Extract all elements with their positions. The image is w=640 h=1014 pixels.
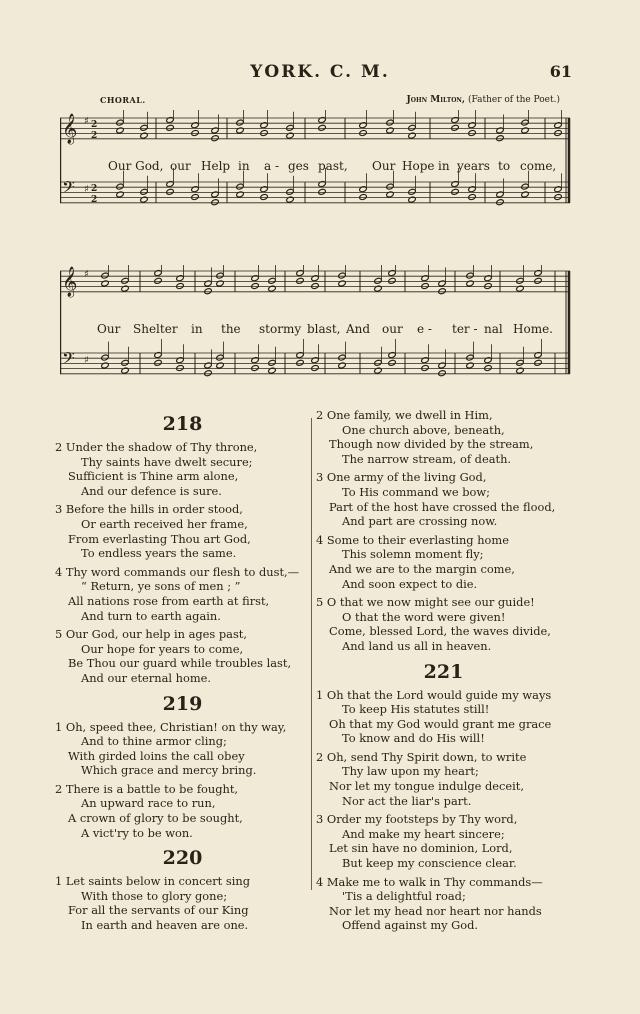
lyric-syllable: our — [382, 322, 403, 336]
note-head — [286, 132, 294, 139]
note-head — [374, 367, 382, 374]
note-head — [101, 272, 109, 279]
lyric-syllable: past, — [318, 159, 348, 173]
verse-line: To keep His statutes still! — [342, 702, 490, 717]
note-head — [268, 285, 276, 292]
note-head — [176, 275, 184, 282]
lyric-syllable: in — [238, 159, 250, 173]
note-head — [388, 270, 396, 277]
note-head — [421, 365, 429, 372]
note-head — [374, 359, 382, 366]
note-head — [466, 280, 474, 287]
sharp-icon: ♯ — [84, 116, 89, 127]
verse-line: 1 Oh, speed thee, Christian! on thy way, — [55, 719, 287, 734]
note-head — [121, 277, 129, 284]
music-staves-1 — [60, 110, 575, 240]
verse-line: Offend against my God. — [342, 918, 479, 933]
stanza — [316, 595, 571, 653]
note-head — [534, 270, 542, 277]
verse-line: 5 O that we now might see our guide! — [316, 595, 535, 610]
verse-line: But keep my conscience clear. — [342, 856, 517, 871]
lyric-syllable: ges — [288, 159, 309, 173]
note-head — [260, 194, 268, 201]
stanza — [55, 565, 310, 623]
note-head — [484, 283, 492, 290]
verse-line: A vict'ry to be won. — [81, 825, 193, 840]
note-head — [191, 194, 199, 201]
note-head — [191, 186, 199, 193]
stanza — [316, 875, 571, 933]
verse-line: 4 Thy word commands our flesh to dust,— — [55, 564, 300, 579]
note-head — [191, 130, 199, 137]
time-signature: 2 — [91, 131, 98, 141]
note-head — [318, 188, 326, 195]
composer-credit — [406, 95, 560, 105]
note-head — [386, 191, 394, 198]
note-head — [260, 122, 268, 129]
verse-line: With girded loins the call obey — [68, 748, 245, 763]
note-head — [166, 117, 174, 124]
verse-line: 2 One family, we dwell in Him, — [316, 408, 493, 422]
lyric-syllable: to — [498, 159, 511, 173]
verse-line: Which grace and mercy bring. — [81, 763, 257, 778]
verse-line: An upward race to run, — [81, 796, 216, 811]
verse-line: Thy saints have dwelt secure; — [81, 454, 253, 469]
note-head — [236, 191, 244, 198]
verse-line: And make my heart sincere; — [342, 826, 505, 841]
note-head — [438, 280, 446, 287]
tune-title: YORK. C. M. — [250, 62, 390, 82]
stanza — [55, 627, 310, 685]
note-head — [338, 272, 346, 279]
note-head — [140, 188, 148, 195]
note-head — [311, 275, 319, 282]
note-head — [468, 122, 476, 129]
note-head — [286, 196, 294, 203]
stanza — [55, 874, 310, 932]
note-head — [216, 280, 224, 287]
verse-line: This solemn moment fly; — [342, 547, 484, 562]
note-head — [374, 285, 382, 292]
note-head — [116, 127, 124, 134]
treble-clef-icon: 𝄞 — [62, 267, 78, 297]
note-head — [466, 362, 474, 369]
note-head — [466, 354, 474, 361]
note-head — [318, 181, 326, 188]
note-head — [554, 130, 562, 137]
verse-line: Part of the host have crossed the flood, — [329, 499, 556, 514]
tempo-marking: CHORAL. — [100, 95, 146, 105]
note-head — [516, 277, 524, 284]
verse-line: 4 Some to their everlasting home — [316, 532, 509, 547]
lyric-syllable: Our God, — [108, 159, 164, 173]
music-system-1 — [60, 110, 575, 240]
lyric-syllable: come, — [520, 159, 557, 173]
note-head — [260, 130, 268, 137]
note-head — [236, 119, 244, 126]
verse-line: 'Tis a delightful road; — [342, 889, 466, 904]
note-head — [204, 370, 212, 377]
note-head — [421, 283, 429, 290]
stanza — [55, 720, 310, 778]
verse-line: Thy law upon my heart; — [342, 764, 479, 779]
stanza — [55, 502, 310, 560]
verse-line: And turn to earth again. — [81, 608, 221, 623]
column-divider — [311, 418, 312, 890]
verse-line: From everlasting Thou art God, — [68, 531, 251, 546]
note-head — [521, 191, 529, 198]
note-head — [408, 132, 416, 139]
note-head — [496, 199, 504, 206]
note-head — [101, 354, 109, 361]
lyric-syllable: in — [191, 322, 203, 336]
lyric-syllable: Home. — [513, 322, 553, 336]
note-head — [204, 288, 212, 295]
note-head — [176, 365, 184, 372]
note-head — [101, 362, 109, 369]
verse-line: 1 Oh that the Lord would guide my ways — [316, 687, 552, 702]
stanza — [55, 440, 310, 498]
verse-line: And our eternal home. — [81, 670, 211, 685]
note-head — [236, 127, 244, 134]
note-head — [211, 127, 219, 134]
note-head — [466, 272, 474, 279]
note-head — [468, 186, 476, 193]
note-head — [438, 288, 446, 295]
lyric-syllable: And — [346, 322, 371, 336]
note-head — [116, 191, 124, 198]
treble-clef-icon: 𝄞 — [62, 114, 78, 144]
note-head — [191, 122, 199, 129]
verse-line: One church above, beneath, — [342, 422, 505, 437]
note-head — [451, 181, 459, 188]
sharp-icon: ♯ — [84, 184, 89, 195]
stanza — [316, 812, 571, 870]
verse-line: And to thine armor cling; — [81, 734, 227, 749]
verse-line: The narrow stream, of death. — [342, 451, 512, 466]
note-head — [101, 280, 109, 287]
verse-line: To endless years the same. — [81, 546, 237, 561]
lyric-syllable: a - — [264, 159, 280, 173]
note-head — [166, 188, 174, 195]
note-head — [484, 275, 492, 282]
note-head — [251, 275, 259, 282]
verse-line: All nations rose from earth at first, — [68, 593, 270, 608]
note-head — [408, 188, 416, 195]
note-head — [286, 188, 294, 195]
note-head — [386, 127, 394, 134]
note-head — [521, 127, 529, 134]
note-head — [338, 362, 346, 369]
verse-line: To His command we bow; — [342, 484, 490, 499]
note-head — [359, 122, 367, 129]
note-head — [421, 275, 429, 282]
note-head — [534, 359, 542, 366]
verse-line: 4 Make me to walk in Thy commands— — [316, 874, 543, 889]
hymn-number: 218 — [162, 413, 203, 435]
note-head — [521, 119, 529, 126]
note-head — [451, 117, 459, 124]
verse-line: And part are crossing now. — [342, 514, 498, 529]
lyric-syllable: e - — [417, 322, 432, 336]
verse-line: 5 Our God, our help in ages past, — [55, 627, 248, 642]
hymn-number: 219 — [162, 692, 203, 715]
lyric-syllable: in — [438, 159, 450, 173]
note-head — [204, 280, 212, 287]
verse-line: For all the servants of our King — [68, 903, 249, 918]
verse-line: Our hope for years to come, — [81, 641, 244, 656]
hymn-number: 220 — [162, 847, 203, 870]
note-head — [216, 362, 224, 369]
lyric-syllable: stormy — [259, 322, 302, 336]
note-head — [438, 362, 446, 369]
note-head — [516, 359, 524, 366]
lyric-syllable: Our — [97, 322, 121, 336]
note-head — [140, 132, 148, 139]
note-head — [211, 135, 219, 142]
sharp-icon: ♯ — [84, 355, 89, 366]
note-head — [268, 367, 276, 374]
note-head — [296, 270, 304, 277]
bass-clef-icon: 𝄢 — [62, 348, 75, 372]
lyric-syllable: our — [170, 159, 191, 173]
hymn-number: 221 — [423, 660, 464, 683]
note-head — [388, 277, 396, 284]
lyric-syllable: nal — [484, 322, 503, 336]
verse-line: Come, blessed Lord, the waves divide, — [329, 624, 551, 639]
verse-line: Nor let my head nor heart nor hands — [329, 903, 542, 918]
verse-line: Nor let my tongue indulge deceit, — [329, 779, 524, 794]
note-head — [121, 367, 129, 374]
note-head — [374, 277, 382, 284]
right-column — [316, 408, 571, 937]
note-head — [484, 357, 492, 364]
note-head — [421, 357, 429, 364]
stanza — [316, 408, 571, 466]
note-head — [496, 191, 504, 198]
note-head — [116, 183, 124, 190]
verse-line: Sufficient is Thine arm alone, — [68, 469, 239, 484]
stanza — [316, 688, 571, 746]
note-head — [318, 117, 326, 124]
note-head — [388, 359, 396, 366]
verse-line: “ Return, ye sons of men ; ” — [81, 579, 241, 594]
note-head — [554, 122, 562, 129]
note-head — [176, 357, 184, 364]
note-head — [451, 124, 459, 131]
time-signature: 2 — [91, 120, 98, 130]
note-head — [386, 119, 394, 126]
note-head — [318, 124, 326, 131]
bass-clef-icon: 𝄢 — [62, 177, 75, 201]
note-head — [204, 362, 212, 369]
verse-line: In earth and heaven are one. — [81, 918, 249, 933]
page-number: 61 — [549, 62, 572, 81]
note-head — [359, 186, 367, 193]
note-head — [296, 277, 304, 284]
note-head — [338, 280, 346, 287]
composer-note: (Father of the Poet.) — [467, 95, 560, 105]
stanza — [316, 533, 571, 591]
note-head — [211, 199, 219, 206]
note-head — [516, 367, 524, 374]
note-head — [260, 186, 268, 193]
note-head — [468, 194, 476, 201]
note-head — [359, 130, 367, 137]
note-head — [140, 196, 148, 203]
lyric-syllable: blast, — [307, 322, 341, 336]
note-head — [554, 194, 562, 201]
music-system-2 — [60, 265, 575, 400]
note-head — [268, 277, 276, 284]
lyric-syllable: years — [457, 159, 490, 173]
verse-line: 2 Under the shadow of Thy throne, — [55, 440, 258, 454]
note-head — [286, 124, 294, 131]
note-head — [251, 357, 259, 364]
note-head — [438, 370, 446, 377]
time-signature: 2 — [91, 195, 98, 205]
note-head — [121, 285, 129, 292]
verse-line: 1 Let saints below in concert sing — [55, 874, 250, 889]
verse-line: And our defence is sure. — [81, 483, 222, 498]
verse-line: Nor act the liar's part. — [342, 793, 472, 808]
lyric-syllable: ter - — [452, 322, 478, 336]
verse-line: And land us all in heaven. — [342, 638, 492, 653]
note-head — [154, 270, 162, 277]
note-head — [268, 359, 276, 366]
stanza — [316, 470, 571, 528]
note-head — [359, 194, 367, 201]
verse-line: Let sin have no dominion, Lord, — [329, 841, 513, 856]
note-head — [338, 354, 346, 361]
note-head — [496, 127, 504, 134]
note-head — [216, 354, 224, 361]
note-head — [516, 285, 524, 292]
verse-line: O that the word were given! — [342, 609, 506, 624]
note-head — [451, 188, 459, 195]
note-head — [496, 135, 504, 142]
note-head — [468, 130, 476, 137]
note-head — [484, 365, 492, 372]
verse-line: 2 There is a battle to be fought, — [55, 781, 239, 796]
note-head — [534, 352, 542, 359]
verse-line: Be Thou our guard while troubles last, — [68, 656, 292, 671]
note-head — [311, 283, 319, 290]
verse-line: To know and do His will! — [342, 731, 485, 746]
verse-line: 2 Oh, send Thy Spirit down, to write — [316, 749, 527, 764]
verse-line: With those to glory gone; — [81, 888, 228, 903]
note-head — [154, 359, 162, 366]
verse-line: And we are to the margin come, — [329, 561, 515, 576]
time-signature: 2 — [91, 184, 98, 194]
note-head — [176, 283, 184, 290]
note-head — [534, 277, 542, 284]
note-head — [121, 359, 129, 366]
verse-line: 3 Order my footsteps by Thy word, — [316, 812, 518, 827]
sharp-icon: ♯ — [84, 269, 89, 280]
note-head — [386, 183, 394, 190]
note-head — [296, 359, 304, 366]
note-head — [154, 277, 162, 284]
note-head — [296, 352, 304, 359]
note-head — [408, 196, 416, 203]
note-head — [140, 124, 148, 131]
verse-line: 3 Before the hills in order stood, — [55, 502, 243, 517]
verse-line: Oh that my God would grant me grace — [329, 716, 552, 731]
note-head — [408, 124, 416, 131]
note-head — [116, 119, 124, 126]
note-head — [251, 365, 259, 372]
stanza — [55, 782, 310, 840]
note-head — [554, 186, 562, 193]
verse-line: Or earth received her frame, — [81, 516, 248, 531]
lyric-syllable: Our — [372, 159, 396, 173]
note-head — [311, 357, 319, 364]
verse-line: Though now divided by the stream, — [329, 437, 534, 452]
note-head — [388, 352, 396, 359]
verse-line: 3 One army of the living God, — [316, 470, 487, 485]
note-head — [251, 283, 259, 290]
verse-line: And soon expect to die. — [342, 576, 478, 591]
verse-line: A crown of glory to be sought, — [68, 811, 243, 826]
note-head — [211, 191, 219, 198]
note-head — [166, 124, 174, 131]
note-head — [236, 183, 244, 190]
note-head — [154, 352, 162, 359]
lyric-syllable: Help — [201, 159, 231, 173]
note-head — [521, 183, 529, 190]
lyric-syllable: the — [221, 322, 241, 336]
note-head — [166, 181, 174, 188]
note-head — [311, 365, 319, 372]
composer-name: John Milton, — [406, 95, 466, 105]
stanza — [316, 750, 571, 808]
left-column — [55, 408, 310, 937]
lyric-syllable: Shelter — [133, 322, 178, 336]
lyric-syllable: Hope — [402, 159, 435, 173]
note-head — [216, 272, 224, 279]
